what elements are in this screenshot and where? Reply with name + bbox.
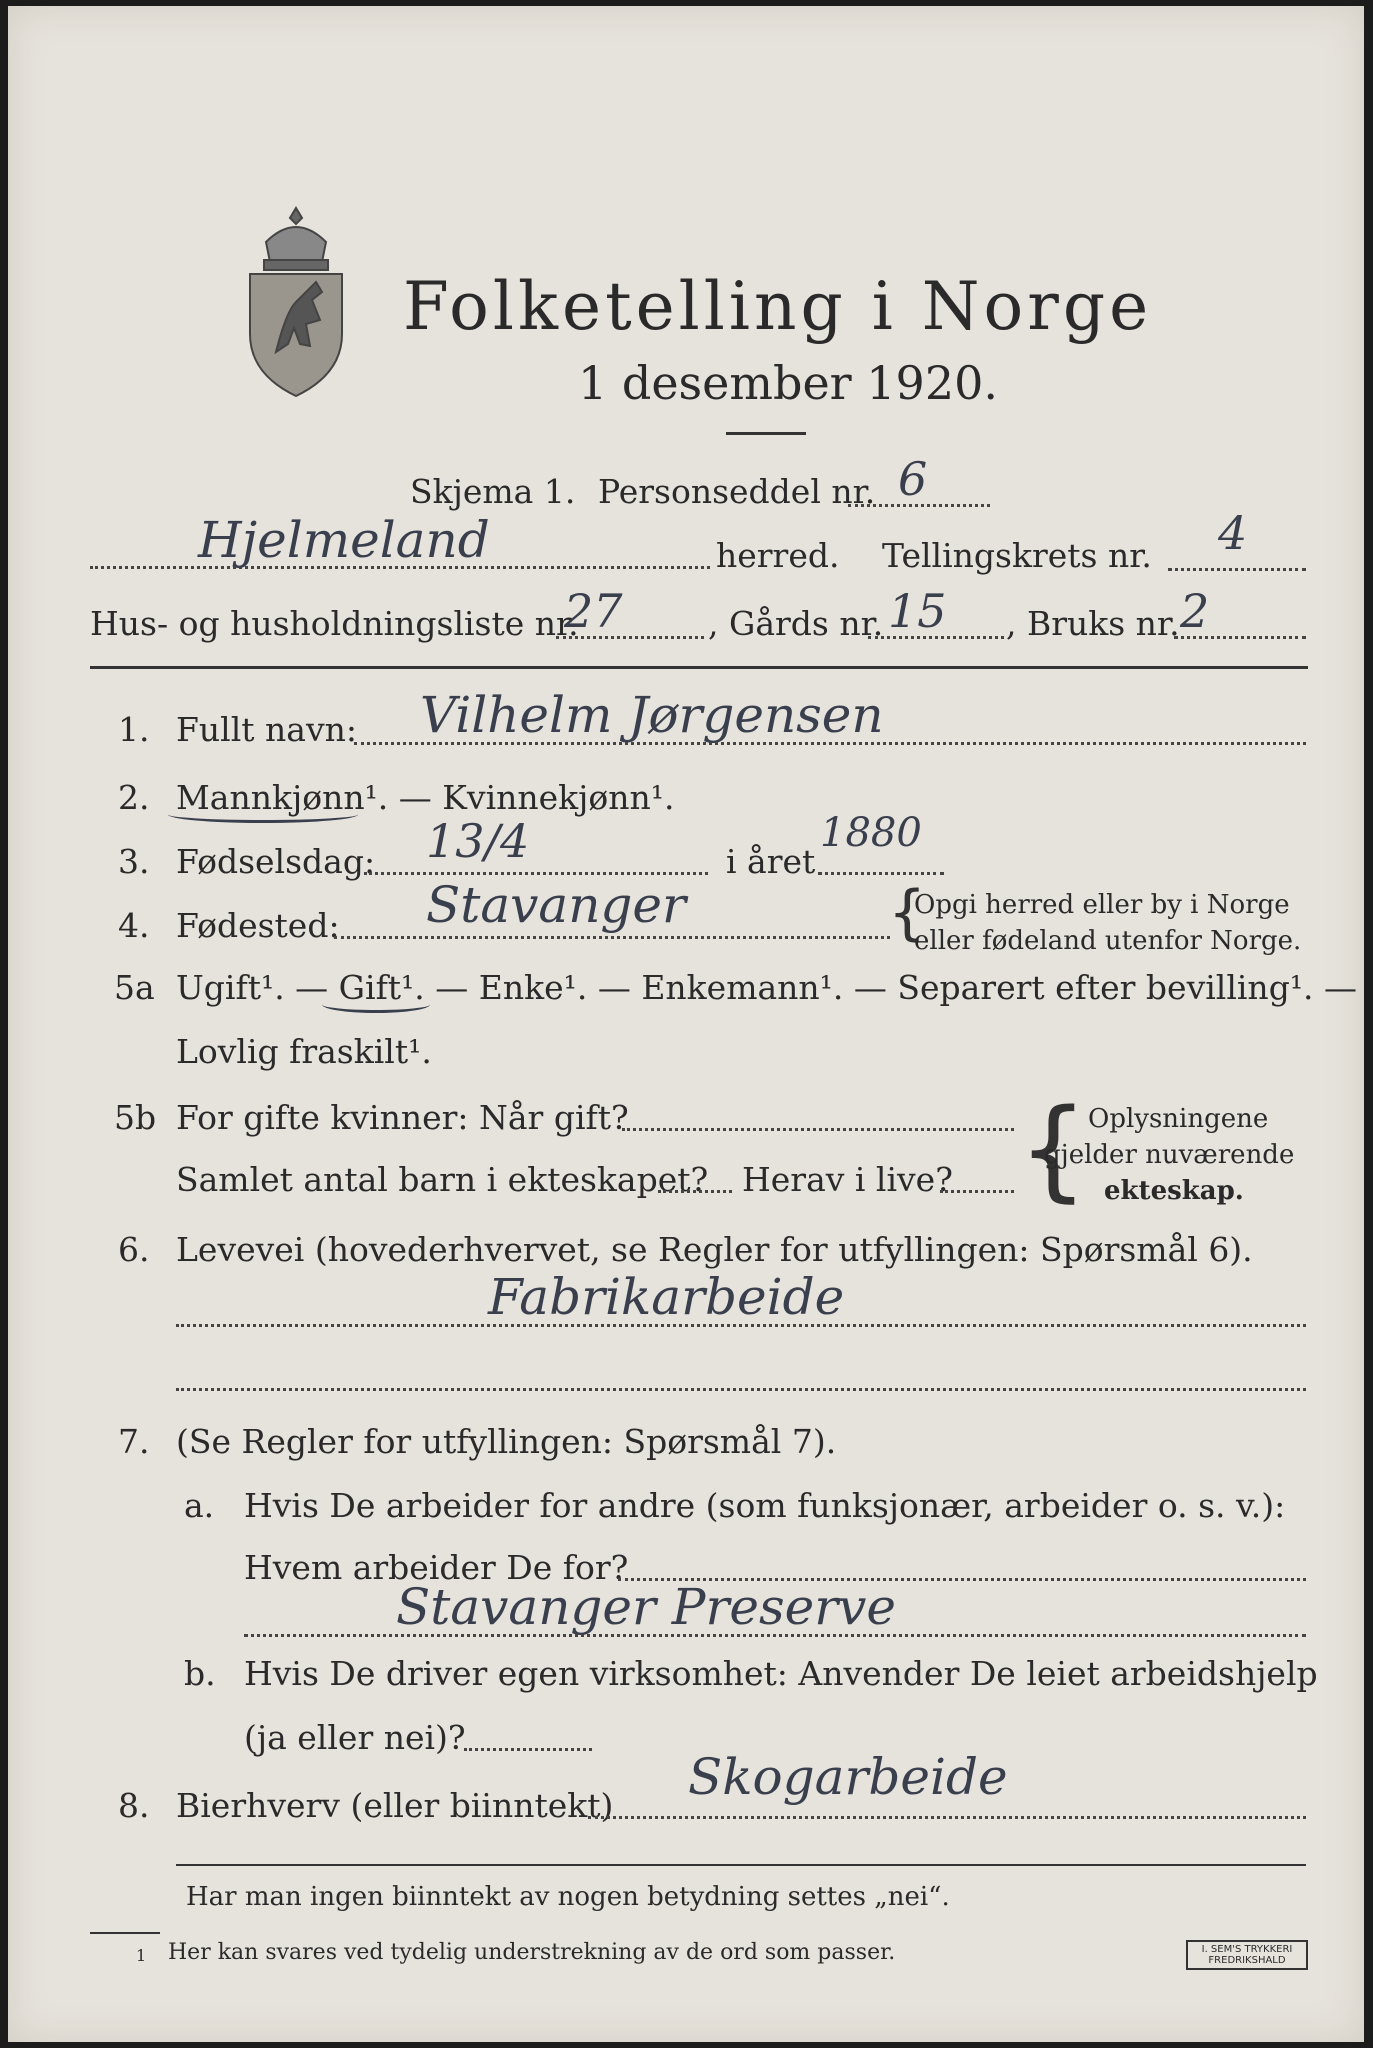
q5b-note-line2: gjelder nuværende	[1044, 1140, 1295, 1170]
q3-label: Fødselsdag:	[176, 842, 376, 881]
q7a-employer-value[interactable]: Stavanger Preserve	[396, 1578, 896, 1636]
bruks-value[interactable]: 2	[1180, 584, 1210, 638]
personseddel-label: Personseddel nr.	[598, 472, 876, 511]
q7a-letter: a.	[184, 1486, 215, 1525]
tellingskrets-line	[1168, 568, 1306, 571]
q5b-number: 5b	[114, 1098, 157, 1137]
q2-gender-options: Mannkjønn¹. — Kvinnekjønn¹.	[176, 778, 675, 817]
printer-stamp-line1: I. SEM'S TRYKKERI	[1201, 1944, 1293, 1955]
bruks-label: , Bruks nr.	[1006, 604, 1180, 643]
q5a-number: 5a	[114, 968, 155, 1007]
q3-year-line	[818, 872, 944, 875]
q4-birthplace-value[interactable]: Stavanger	[426, 876, 686, 934]
q5b-children-line	[658, 1190, 732, 1193]
gards-value[interactable]: 15	[888, 584, 947, 638]
q5a-status-options-cont: Lovlig fraskilt¹.	[176, 1032, 432, 1071]
q6-occupation-value[interactable]: Fabrikarbeide	[488, 1268, 845, 1326]
census-form-paper	[8, 6, 1364, 2042]
q6-line2	[176, 1388, 1306, 1391]
q1-label: Fullt navn:	[176, 710, 357, 749]
personseddel-value[interactable]: 6	[898, 452, 928, 506]
q8-label: Bierhverv (eller biinntekt)	[176, 1786, 614, 1825]
q7a-employer-label: Hvem arbeider De for?	[244, 1548, 629, 1587]
q8-side-income-value[interactable]: Skogarbeide	[688, 1748, 1008, 1806]
q8-number: 8.	[118, 1786, 150, 1825]
q2-number: 2.	[118, 778, 150, 817]
q5b-bracket: {	[1018, 1085, 1088, 1213]
q7b-letter: b.	[184, 1654, 216, 1693]
coat-of-arms-icon	[236, 202, 356, 402]
tellingskrets-label: Tellingskrets nr.	[882, 536, 1152, 575]
footer-note: Har man ingen biinntekt av nogen betydning settes „nei“.	[186, 1882, 950, 1912]
tellingskrets-value[interactable]: 4	[1218, 506, 1248, 560]
q5b-married-label: For gifte kvinner: Når gift?	[176, 1098, 629, 1137]
q7b-yes-no-label: (ja eller nei)?	[244, 1718, 466, 1757]
q7b-line	[464, 1748, 592, 1751]
census-date: 1 desember 1920.	[578, 356, 998, 410]
footnote-divider	[90, 1932, 160, 1934]
q5b-children-label: Samlet antal barn i ekteskapet?	[176, 1160, 709, 1199]
printer-stamp	[1186, 1940, 1308, 1970]
q2-mannkjonn-underline	[168, 806, 358, 823]
q5b-note-line3: ekteskap.	[1104, 1176, 1244, 1206]
q5b-alive-line	[940, 1190, 1014, 1193]
q6-number: 6.	[118, 1230, 150, 1269]
q7-label: (Se Regler for utfyllingen: Spørsmål 7).	[176, 1422, 837, 1461]
q4-note-line2: eller fødeland utenfor Norge.	[914, 926, 1302, 956]
q4-bracket: {	[888, 878, 927, 948]
q5b-note-line1: Oplysningene	[1088, 1104, 1269, 1134]
q5a-status-options: Ugift¹. — Gift¹. — Enke¹. — Enkemann¹. — Separert efter bevilling¹. —	[176, 968, 1358, 1007]
q3-birthday-value[interactable]: 13/4	[426, 814, 530, 868]
q5b-alive-label: Herav i live?	[742, 1160, 953, 1199]
q5a-gift-underline	[322, 996, 430, 1013]
printer-stamp-line2: FREDRIKSHALD	[1208, 1955, 1286, 1966]
q3-year-value[interactable]: 1880	[820, 810, 922, 856]
q7b-question: Hvis De driver egen virksomhet: Anvender De leiet arbeidshjelp	[244, 1654, 1318, 1693]
q3-year-label: i året	[726, 842, 816, 881]
gards-label: , Gårds nr.	[708, 604, 884, 643]
page-title: Folketelling i Norge	[403, 268, 1153, 345]
q1-full-name-value[interactable]: Vilhelm Jørgensen	[420, 686, 884, 744]
footnote-text: Her kan svares ved tydelig understrekning av de ord som passer.	[168, 1940, 896, 1965]
q7-number: 7.	[118, 1422, 150, 1461]
q8-line	[588, 1816, 1306, 1819]
q7a-question: Hvis De arbeider for andre (som funksjonær, arbeider o. s. v.):	[244, 1486, 1286, 1525]
herred-value[interactable]: Hjelmeland	[198, 511, 490, 569]
q4-label: Fødested:	[176, 906, 340, 945]
hus-label: Hus- og husholdningsliste nr.	[90, 604, 579, 643]
footer-divider	[176, 1864, 1306, 1866]
q3-birthday-line	[364, 872, 708, 875]
q4-note-line1: Opgi herred eller by i Norge	[914, 890, 1290, 920]
q1-number: 1.	[118, 710, 150, 749]
q7a-employer-line2	[244, 1634, 1306, 1637]
footnote-number: 1	[136, 1946, 147, 1965]
hus-value[interactable]: 27	[564, 584, 623, 638]
q3-number: 3.	[118, 842, 150, 881]
q4-number: 4.	[118, 906, 150, 945]
q5b-married-line	[622, 1128, 1014, 1131]
title-divider	[726, 432, 806, 435]
herred-label: herred.	[716, 536, 840, 575]
schema-label: Skjema 1.	[410, 472, 576, 511]
header-divider	[90, 666, 1308, 669]
q4-line	[334, 936, 890, 939]
q6-label: Levevei (hovederhvervet, se Regler for utfyllingen: Spørsmål 6).	[176, 1230, 1253, 1269]
